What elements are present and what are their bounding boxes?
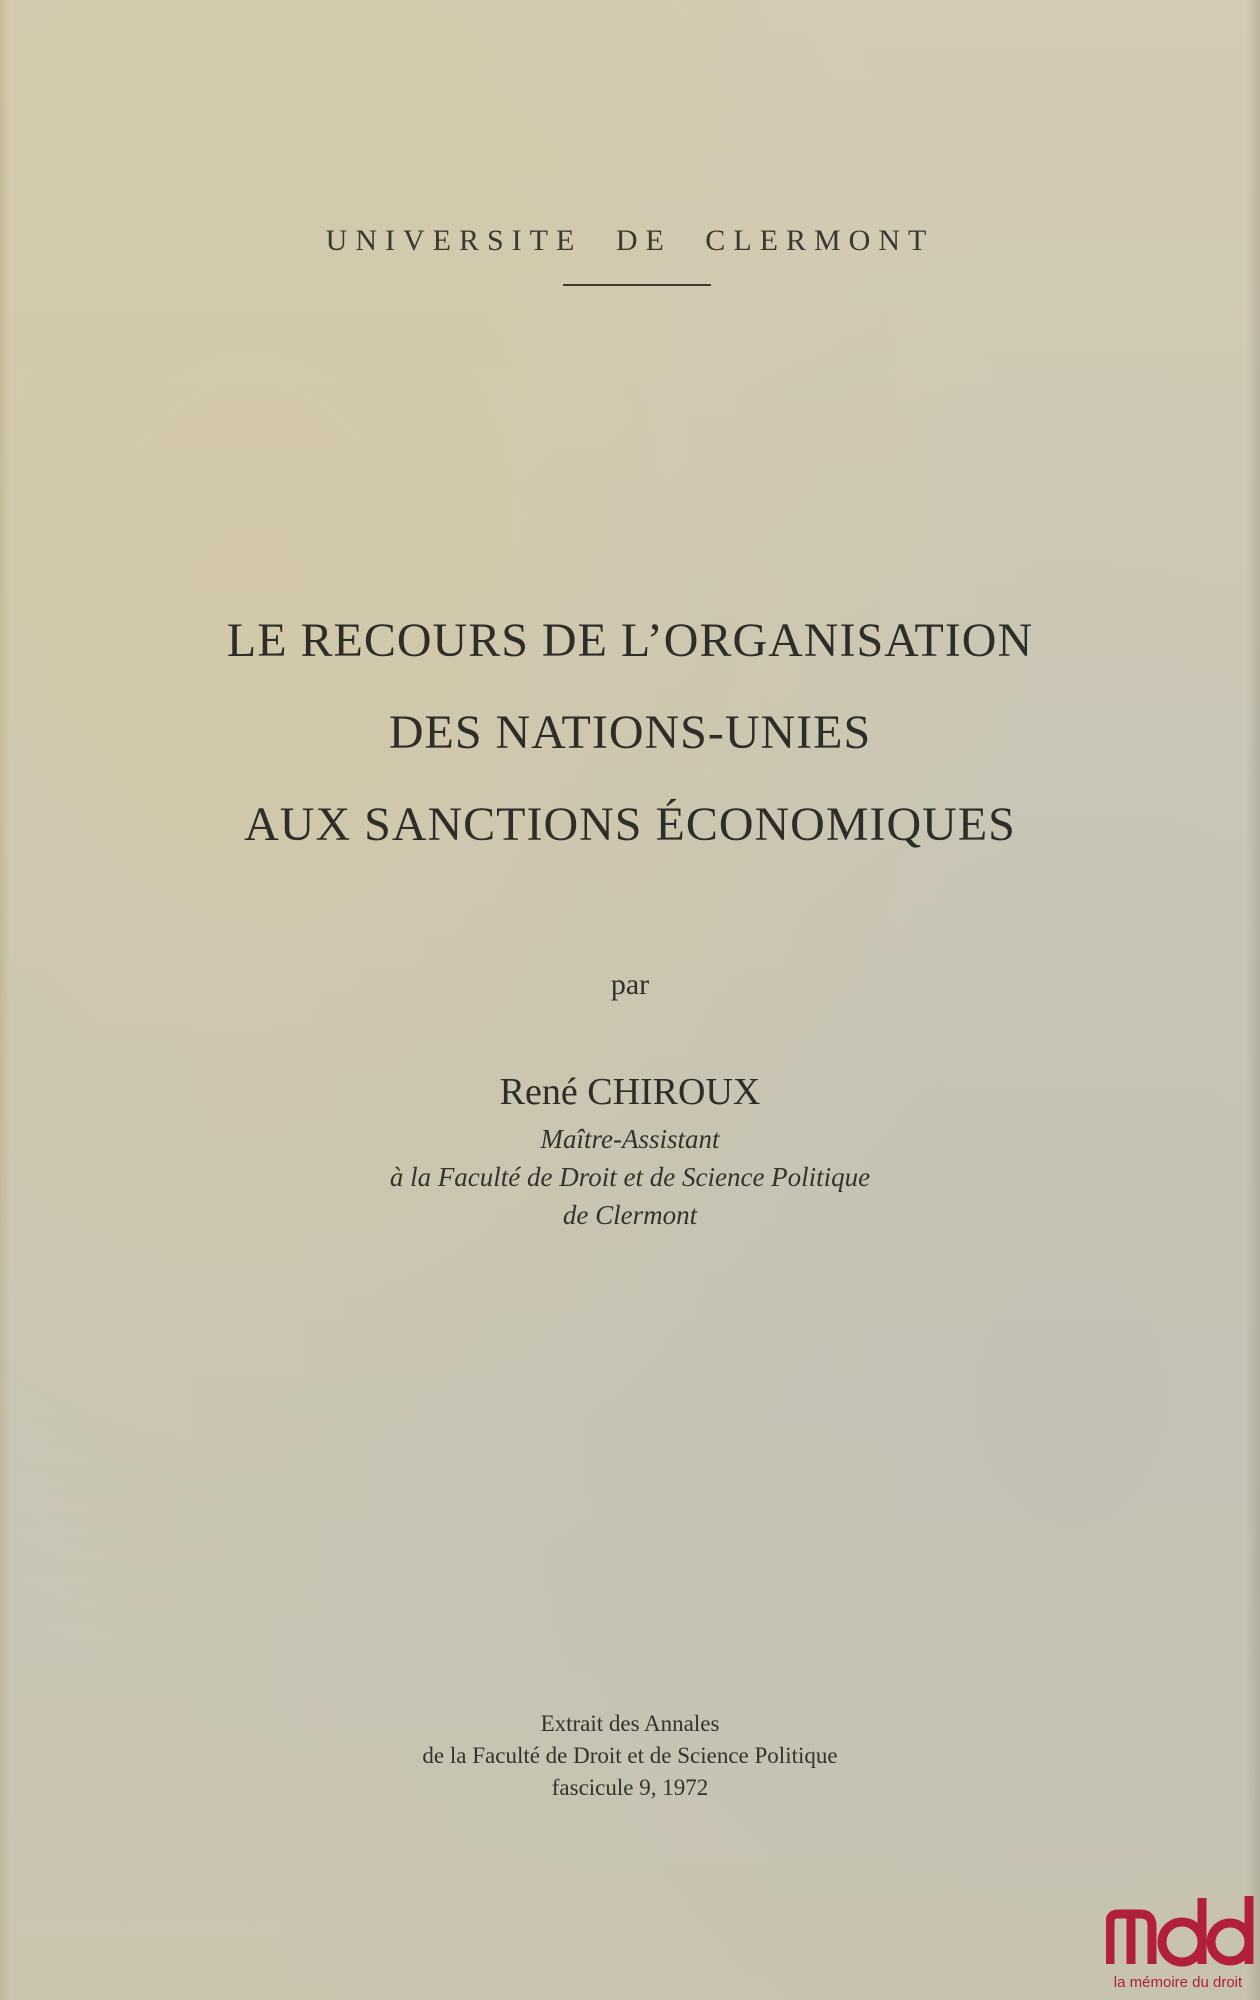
affiliation-line-2: à la Faculté de Droit et de Science Politique (389, 1162, 871, 1192)
document-title (0, 595, 1260, 871)
title-line-1: LE RECOURS DE L’ORGANISATION (226, 614, 1034, 667)
by-label: par (610, 968, 650, 1001)
heading-rule (563, 284, 711, 286)
affiliation-line-1: Maître-Assistant (540, 1124, 720, 1154)
author-affiliation (0, 1120, 1260, 1234)
publication-line-1: Extrait des Annales (540, 1711, 720, 1736)
watermark-caption: la mémoire du droit (1113, 1974, 1243, 1991)
title-line-2: DES NATIONS-UNIES (388, 706, 872, 759)
title-line-3: AUX SANCTIONS ÉCONOMIQUES (244, 798, 1016, 851)
publication-note (0, 1708, 1260, 1804)
university-heading: UNIVERSITE DE CLERMONT (325, 224, 935, 257)
mdd-logo-icon (1106, 1892, 1258, 1968)
publication-line-3: fascicule 9, 1972 (551, 1775, 709, 1800)
mdd-watermark-logo (1096, 1892, 1260, 2000)
affiliation-line-3: de Clermont (562, 1200, 698, 1230)
publication-line-2: de la Faculté de Droit et de Science Politique (422, 1743, 838, 1768)
author-name: René CHIROUX (499, 1071, 761, 1113)
